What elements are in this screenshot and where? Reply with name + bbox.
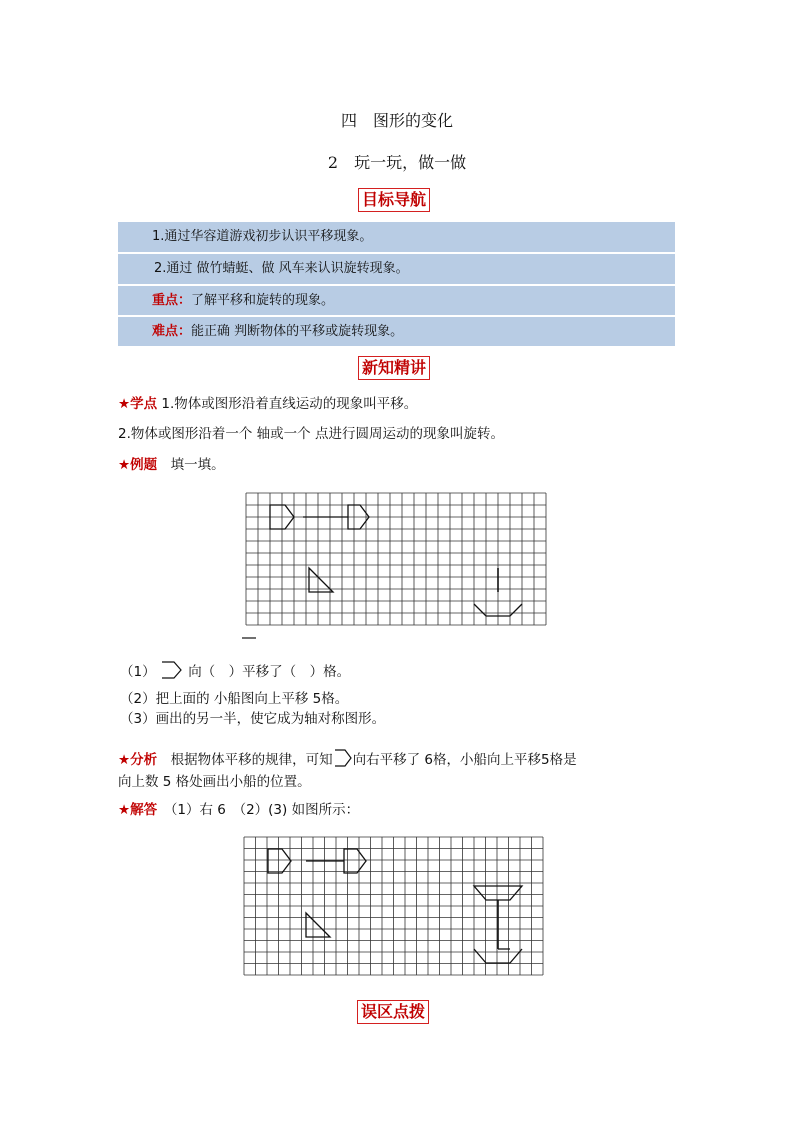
goal-key-point: [118, 286, 675, 315]
knowledge-point-1: [118, 394, 417, 414]
analysis-line-1: [118, 748, 577, 770]
lesson-title: 2 玩一玩，做一做: [327, 153, 467, 172]
answer-text: （1）右 6 （2）(3) 如图所示：: [157, 802, 360, 818]
chapter-title: 四 图形的变化: [340, 111, 453, 130]
goals-panel: [118, 222, 675, 346]
analysis-line-2: 向上数 5 格处画出小船的位置。: [118, 774, 311, 790]
arrow-shape-original: [268, 849, 291, 873]
difficult-point-text: 能正确 判断物体的平移或旋转现象。: [191, 324, 404, 339]
arrow-shape-icon: [333, 748, 353, 768]
goal-item-2: [118, 254, 675, 283]
example-label: 例题: [130, 457, 158, 473]
question-3: （3）画出的另一半，使它成为轴对称图形。: [120, 711, 386, 727]
analysis-text-c: 格是: [549, 752, 577, 768]
example-prompt: 填一填。: [157, 457, 225, 473]
goal-item-1: [118, 222, 675, 251]
goal-difficult-point: [118, 317, 675, 346]
knowledge-point-1-text: 1.物体或图形沿着直线运动的现象叫平移。: [157, 396, 418, 412]
difficult-point-label: 难点：: [152, 324, 192, 339]
knowledge-label: 学点: [130, 396, 158, 412]
question-1-number: （1）: [120, 664, 156, 680]
analysis-text-a: 根据物体平移的规律，可知: [157, 752, 333, 768]
key-point-label: 重点：: [152, 293, 192, 308]
section-header-mistakes: 误区点拨: [357, 1000, 429, 1024]
triangle-shape: [309, 568, 333, 592]
answer-line: [118, 800, 359, 820]
question-1: [120, 660, 350, 682]
section-header-goals: 目标导航: [358, 188, 430, 212]
analysis-number: 5: [541, 752, 550, 768]
goal-text-2: 2.通过 做竹蜻蜓、做 风车来认识旋转现象。: [154, 261, 409, 276]
goal-text-1: 1.通过华容道游戏初步认识平移现象。: [152, 229, 373, 244]
knowledge-point-2: 2.物体或图形沿着一个 轴或一个 点进行圆周运动的现象叫旋转。: [118, 426, 504, 442]
example-heading: [118, 455, 225, 475]
key-point-text: 了解平移和旋转的现象。: [191, 293, 335, 308]
star-icon: ★: [118, 457, 131, 473]
triangle-shape: [306, 913, 330, 937]
boat-shape-bottom: [474, 949, 522, 963]
example-grid-question: [240, 490, 552, 642]
analysis-text-b: 向右平移了 6格，小船向上平移: [352, 752, 541, 768]
arrow-shape-icon: [160, 660, 184, 680]
star-icon: ★: [118, 802, 131, 818]
answer-label: 解答: [130, 802, 158, 818]
star-icon: ★: [118, 752, 131, 768]
analysis-label: 分析: [130, 752, 158, 768]
section-header-new-knowledge: 新知精讲: [358, 356, 430, 380]
example-grid-answer: [240, 833, 552, 980]
question-1-text: 向（ ）平移了（ ）格。: [188, 664, 351, 680]
boat-shape-top: [474, 886, 522, 900]
question-2: （2）把上面的 小船图向上平移 5格。: [120, 691, 349, 707]
star-icon: ★: [118, 396, 131, 412]
